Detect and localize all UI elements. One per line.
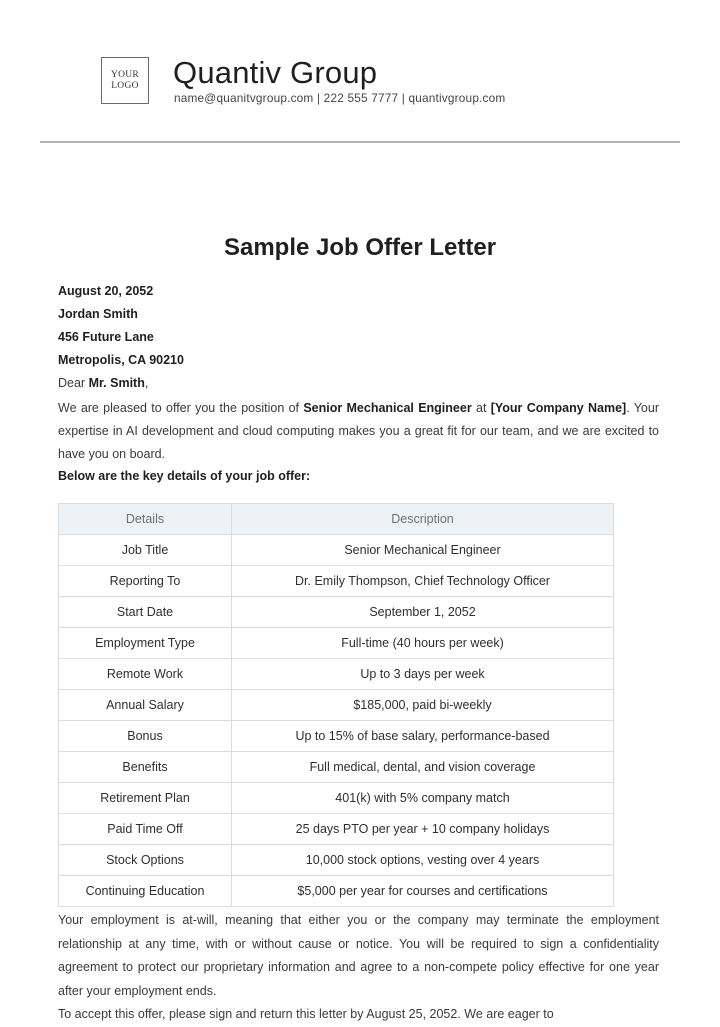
intro-text-1: We are pleased to offer you the position of: [58, 401, 304, 415]
intro-text-2: at: [471, 401, 491, 415]
table-row: [59, 783, 614, 814]
detail-value: Full-time (40 hours per week): [232, 628, 614, 659]
offer-details-lead-in: Below are the key details of your job offer:: [58, 469, 311, 483]
company-name: Quantiv Group: [173, 55, 378, 90]
table-row: [59, 566, 614, 597]
detail-label: Reporting To: [59, 566, 232, 597]
detail-label: Benefits: [59, 752, 232, 783]
detail-value: 25 days PTO per year + 10 company holidays: [232, 814, 614, 845]
offer-details-table: [58, 503, 614, 907]
greeting-suffix: ,: [144, 376, 149, 390]
table-row: [59, 814, 614, 845]
detail-label: Continuing Education: [59, 876, 232, 907]
at-will-text: Your employment is at-will, meaning that either you or the company may terminate the employment relationship at any time, with or without cause or notice. You will be required to sign a confidentiality agreement to protect our proprietary information and agree to a non-compete policy effective for one year after your employment ends.: [58, 913, 659, 998]
column-header-details: Details: [59, 504, 232, 535]
table-row: [59, 628, 614, 659]
logo-text-line2: LOGO: [111, 80, 139, 91]
detail-value: Senior Mechanical Engineer: [232, 535, 614, 566]
intro-paragraph: [58, 397, 659, 466]
detail-value: Up to 15% of base salary, performance-based: [232, 721, 614, 752]
detail-value: Full medical, dental, and vision coverage: [232, 752, 614, 783]
detail-label: Start Date: [59, 597, 232, 628]
greeting-prefix: Dear: [58, 376, 89, 390]
company-logo-placeholder: [101, 57, 149, 104]
table-row: [59, 690, 614, 721]
recipient-address-line2: Metropolis, CA 90210: [58, 353, 184, 367]
detail-label: Job Title: [59, 535, 232, 566]
letter-date: August 20, 2052: [58, 284, 154, 298]
table-row: [59, 721, 614, 752]
recipient-address-line1: 456 Future Lane: [58, 330, 154, 344]
detail-label: Retirement Plan: [59, 783, 232, 814]
table-row: [59, 845, 614, 876]
table-row: [59, 876, 614, 907]
detail-value: September 1, 2052: [232, 597, 614, 628]
detail-value: Dr. Emily Thompson, Chief Technology Officer: [232, 566, 614, 597]
intro-company: [Your Company Name]: [490, 401, 627, 415]
column-header-description: Description: [232, 504, 614, 535]
closing-paragraph: [58, 909, 659, 1027]
detail-label: Bonus: [59, 721, 232, 752]
detail-label: Annual Salary: [59, 690, 232, 721]
detail-label: Stock Options: [59, 845, 232, 876]
table-row: [59, 535, 614, 566]
detail-label: Paid Time Off: [59, 814, 232, 845]
detail-value: $185,000, paid bi-weekly: [232, 690, 614, 721]
table-header-row: [59, 504, 614, 535]
acceptance-text: To accept this offer, please sign and return this letter by August 25, 2052. We are eager to: [58, 1007, 554, 1021]
detail-value: Up to 3 days per week: [232, 659, 614, 690]
detail-label: Employment Type: [59, 628, 232, 659]
intro-text-3: . Your expertise in AI development and cloud computing makes you a great fit for our team, and we are excited to have you on board.: [58, 401, 659, 461]
intro-position: Senior Mechanical Engineer: [303, 401, 472, 415]
greeting-name: Mr. Smith: [88, 376, 145, 390]
detail-value: $5,000 per year for courses and certifications: [232, 876, 614, 907]
table-row: [59, 752, 614, 783]
recipient-name: Jordan Smith: [58, 307, 138, 321]
document-title: Sample Job Offer Letter: [223, 234, 497, 261]
table-row: [59, 597, 614, 628]
detail-value: 10,000 stock options, vesting over 4 years: [232, 845, 614, 876]
logo-text-line1: YOUR: [110, 69, 140, 80]
detail-label: Remote Work: [59, 659, 232, 690]
company-contact-line: name@quanitvgroup.com | 222 555 7777 | quantivgroup.com: [174, 91, 506, 105]
greeting: [58, 376, 148, 390]
table-row: [59, 659, 614, 690]
detail-value: 401(k) with 5% company match: [232, 783, 614, 814]
header-divider: [40, 141, 680, 143]
